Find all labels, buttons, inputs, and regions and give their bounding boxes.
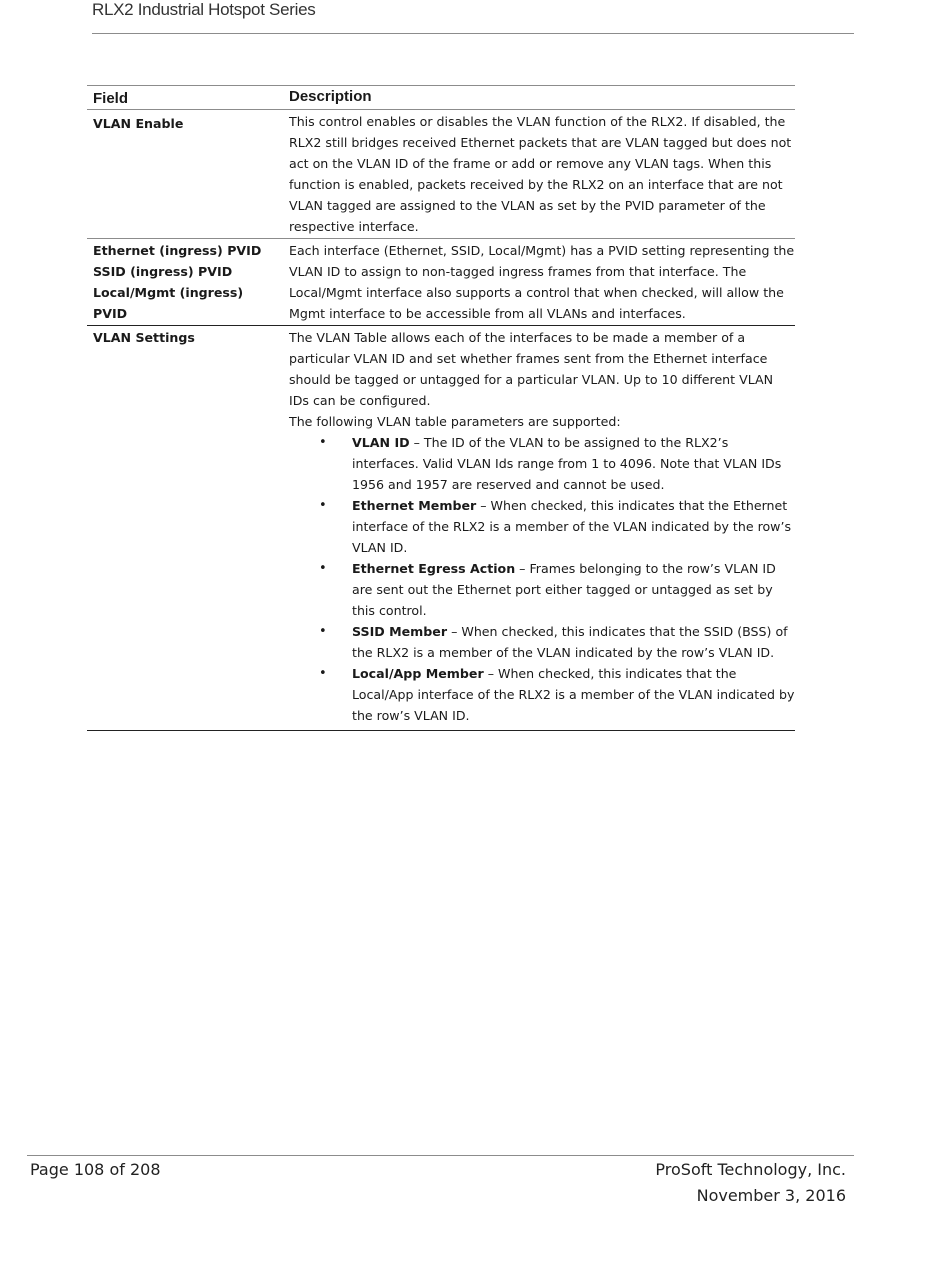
field-name: Ethernet (ingress) PVID (93, 243, 262, 258)
field-description-table (87, 85, 795, 731)
description-paragraph: The VLAN Table allows each of the interfaces to be made a member of a particular VLAN ID and set whether frames sent from the Ethernet interface should be tagged or untagged for a particular VLAN. Up to 10 different VLAN IDs can be configured. (289, 330, 774, 408)
parameter-text: – When checked, this indicates that the Local/App interface of the RLX2 is a member of the VLAN indicated by the row’s VLAN ID. (352, 666, 795, 723)
parameter-text: – When checked, this indicates that the Ethernet interface of the RLX2 is a member of the VLAN indicated by the row’s VLAN ID. (352, 498, 792, 555)
column-header-description: Description (285, 86, 795, 110)
table-row (87, 110, 795, 239)
parameter-term: VLAN ID (352, 435, 410, 450)
parameter-term: Ethernet Egress Action (352, 561, 516, 576)
table-row (87, 326, 795, 731)
field-cell (87, 326, 285, 731)
description-cell (285, 326, 795, 731)
field-name: VLAN Enable (93, 116, 184, 131)
table-header-row (87, 86, 795, 110)
parameter-term: Local/App Member (352, 666, 484, 681)
column-header-field: Field (87, 86, 285, 110)
parameter-list (289, 432, 795, 729)
publication-date: November 3, 2016 (696, 1186, 846, 1205)
list-item (289, 663, 795, 726)
page-number: Page 108 of 208 (30, 1160, 161, 1179)
parameter-term: SSID Member (352, 624, 448, 639)
table-row (87, 239, 795, 326)
description-cell: This control enables or disables the VLAN function of the RLX2. If disabled, the RLX2 still bridges received Ethernet packets that are VLAN tagged but does not act on the VLAN ID of the frame or add or remove any VLAN tags. When this function is enabled, packets received by the RLX2 on an interface that are not VLAN tagged are assigned to the VLAN as set by the PVID parameter of the respective interface. (285, 110, 795, 239)
page-header (92, 0, 854, 34)
parameter-text: – Frames belonging to the row’s VLAN ID are sent out the Ethernet port either tagged or untagged as set by this control. (352, 561, 776, 618)
field-name: VLAN Settings (93, 330, 195, 345)
bullet-icon: • (319, 624, 327, 639)
bullet-icon: • (319, 666, 327, 681)
parameter-term: Ethernet Member (352, 498, 477, 513)
field-cell (87, 110, 285, 239)
bullet-icon: • (319, 435, 327, 450)
list-item (289, 558, 795, 621)
document-title: RLX2 Industrial Hotspot Series (92, 0, 316, 19)
company-name: ProSoft Technology, Inc. (655, 1160, 846, 1179)
field-cell (87, 239, 285, 326)
list-item (289, 495, 795, 558)
field-name: Local/Mgmt (ingress) PVID (93, 285, 244, 321)
field-name: SSID (ingress) PVID (93, 264, 233, 279)
description-intro: The following VLAN table parameters are supported: (289, 414, 621, 429)
parameter-text: – The ID of the VLAN to be assigned to the RLX2’s interfaces. Valid VLAN Ids range from 1 to 4096. Note that VLAN IDs 1956 and 1957 are reserved and cannot be used. (352, 435, 782, 492)
list-item (289, 432, 795, 495)
bullet-icon: • (319, 498, 327, 513)
description-cell: Each interface (Ethernet, SSID, Local/Mgmt) has a PVID setting representing the VLAN ID to assign to non-tagged ingress frames from that interface. The Local/Mgmt interface also supports a control that when checked, will allow the Mgmt interface to be accessible from all VLANs and interfaces. (285, 239, 795, 326)
bullet-icon: • (319, 561, 327, 576)
list-item (289, 621, 795, 663)
parameter-text: – When checked, this indicates that the SSID (BSS) of the RLX2 is a member of the VLAN indicated by the row’s VLAN ID. (352, 624, 788, 660)
page-footer (27, 1155, 854, 1205)
